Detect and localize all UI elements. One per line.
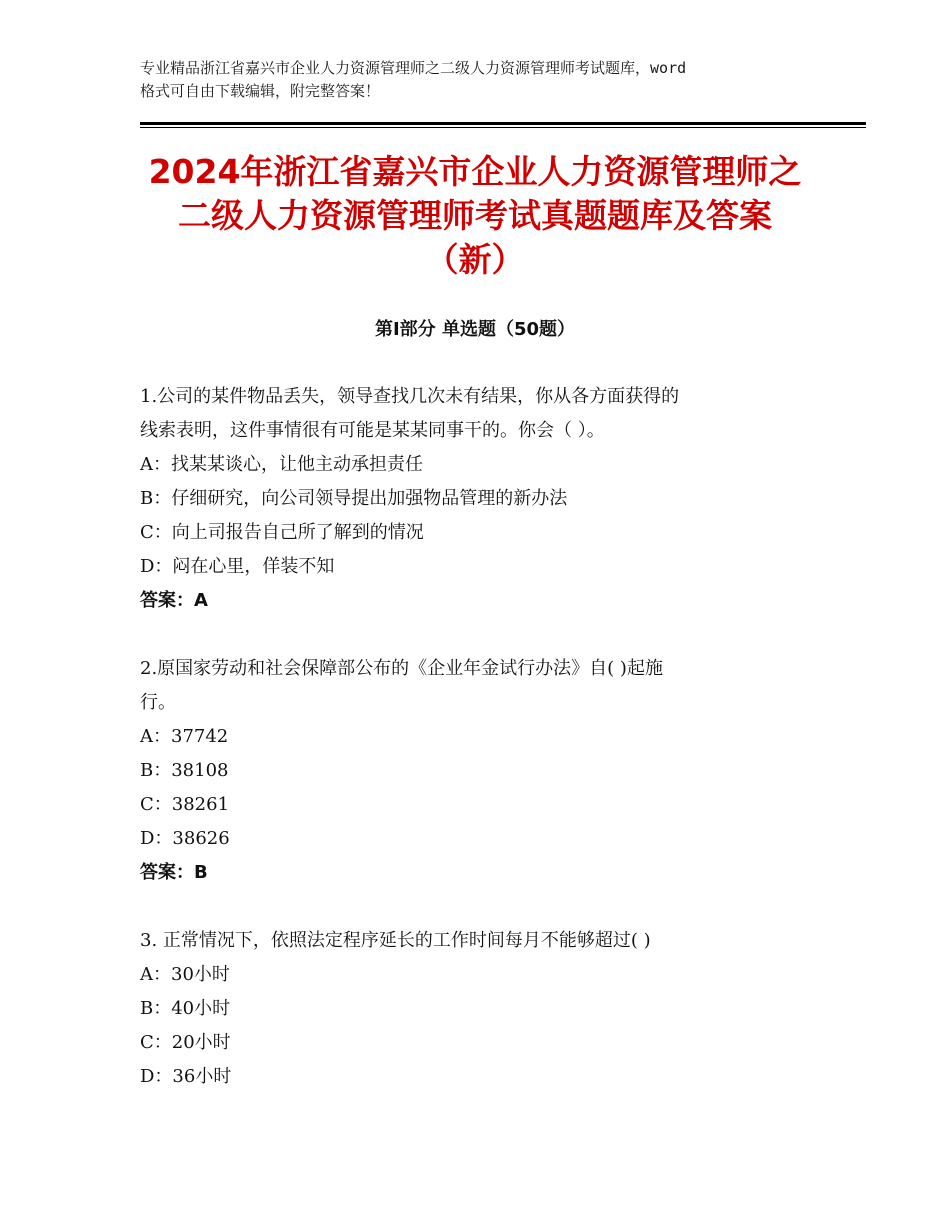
question-2-answer: 答案：B [140, 862, 208, 883]
document-title-line-2: 二级人力资源管理师考试真题题库及答案 [178, 196, 772, 235]
question-2-option-b: B：38108 [140, 760, 229, 781]
question-1-stem-line-1: 1.公司的某件物品丢失，领导查找几次未有结果，你从各方面获得的 [140, 386, 680, 407]
header-note [140, 57, 840, 103]
question-3-option-a: A：30小时 [140, 964, 230, 985]
document-title-line-3: （新） [425, 240, 525, 279]
question-2-stem-line-2: 行。 [140, 692, 176, 713]
document-title [80, 150, 870, 282]
question-1-option-a: A：找某某谈心，让他主动承担责任 [140, 454, 423, 475]
question-3 [140, 924, 820, 1094]
question-3-option-c: C：20小时 [140, 1032, 231, 1053]
question-1-option-d: D：闷在心里，佯装不知 [140, 556, 335, 577]
header-note-line-2: 格式可自由下载编辑，附完整答案！ [140, 82, 381, 100]
question-2-option-c: C：38261 [140, 794, 230, 815]
question-2-option-a: A：37742 [140, 726, 229, 747]
header-note-line-1: 专业精品浙江省嘉兴市企业人力资源管理师之二级人力资源管理师考试题库，word [140, 59, 687, 77]
question-2 [140, 652, 820, 890]
question-1-option-c: C：向上司报告自己所了解到的情况 [140, 522, 424, 543]
question-3-option-d: D：36小时 [140, 1066, 232, 1087]
question-1-option-b: B：仔细研究，向公司领导提出加强物品管理的新办法 [140, 488, 568, 509]
question-1 [140, 380, 820, 618]
question-2-option-d: D：38626 [140, 828, 230, 849]
header-rule-thin [140, 127, 866, 128]
question-3-stem-line-1: 3. 正常情况下，依照法定程序延长的工作时间每月不能够超过( ) [140, 930, 651, 951]
question-2-stem-line-1: 2.原国家劳动和社会保障部公布的《企业年金试行办法》自( )起施 [140, 658, 663, 679]
document-title-line-1: 2024年浙江省嘉兴市企业人力资源管理师之 [148, 152, 802, 191]
question-3-option-b: B：40小时 [140, 998, 231, 1019]
header-rule-thick [140, 122, 866, 125]
section-title: 第Ⅰ部分 单选题（50题） [374, 319, 575, 340]
question-1-stem-line-2: 线索表明，这件事情很有可能是某某同事干的。你会（ ）。 [140, 420, 605, 441]
question-1-answer: 答案：A [140, 590, 208, 611]
question-list [140, 380, 820, 1128]
